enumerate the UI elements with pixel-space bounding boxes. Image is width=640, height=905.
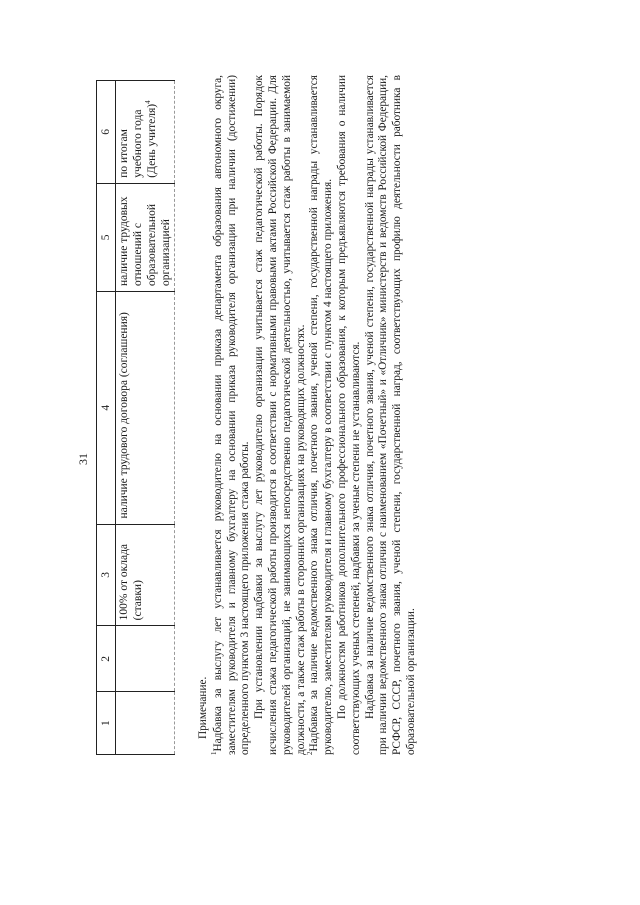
footnote-mark: 2 <box>306 751 315 755</box>
footnote-mark: 1 <box>210 751 219 755</box>
table-header-cell: 3 <box>97 524 116 626</box>
note-paragraph-3 <box>308 75 336 755</box>
note-paragraph-2: При установлении надбавки за выслугу лет руководителю организации учитывается стаж педагогической работы. Порядок исчисления стажа педагогической работы производится в соответствии с нормативными правовыми актами Российской Федерации. Для руководителей организаций, не занимающихся непосредственно педагогической деятельностью, учитывается стаж работы в занимаемой должности, а также стаж работы в сторонних организациях на руководящих должностях. <box>253 75 307 755</box>
table-header-cell: 6 <box>97 81 116 184</box>
footnote-mark: 4 <box>144 100 153 104</box>
page-number: 31 <box>76 453 90 465</box>
table-cell: наличие трудового договора (соглашения) <box>116 291 175 524</box>
table-header-row <box>97 81 116 755</box>
table-cell-text: по итогам учебного года (День учителя) <box>118 103 158 178</box>
paragraph-text: Надбавка за наличие ведомственного знака отличия, почетного звания, ученой степени, государственной награды устанавливается руководителю, заместителям руководителя и главному бухгалтеру в соответствии с пунктом 4 настоящего приложения. <box>308 75 335 755</box>
table-header-cell: 1 <box>97 692 116 755</box>
note-paragraph-4: По должностям работников дополнительного профессионального образования, к которым предъявляются требования о наличии соответствующих ученых степеней, надбавки за ученые степени не устанавливаются. <box>335 75 362 755</box>
table-header-cell: 4 <box>97 291 116 524</box>
table-cell <box>116 626 175 692</box>
table-cell: наличие трудовых отношений с образовательной организацией <box>116 183 175 291</box>
notes-section <box>197 75 419 755</box>
table-row <box>116 81 175 755</box>
notes-heading: Примечание. <box>197 676 209 739</box>
paragraph-text: Надбавка за выслугу лет устанавливается руководителю на основании приказа департамента образования автономного округа, заместителям руководителя и главному бухгалтеру на основании приказа руководителя организации при наличии (достижении) определенного пунктом 3 настоящего приложения стажа работы. <box>211 75 252 755</box>
table-cell <box>116 692 175 755</box>
note-paragraph-1 <box>212 75 253 755</box>
table-cell <box>116 81 175 184</box>
note-paragraph-5: Надбавка за наличие ведомственного знака отличия, почетного звания, ученой степени, государственной награды устанавливается при наличии ведомственного знака отличия с наименованием «Почетный» и «Отличник» министерств и ведомств Российской Федерации, РСФСР, СССР, почетного звания, ученой степени, государственной наград, соответствующих профилю деятельности работника в образовательной организации. <box>363 75 417 755</box>
payments-table <box>96 80 175 755</box>
table-header-cell: 2 <box>97 626 116 692</box>
table-cell: 100% от оклада (ставки) <box>116 524 175 626</box>
table-header-cell: 5 <box>97 183 116 291</box>
